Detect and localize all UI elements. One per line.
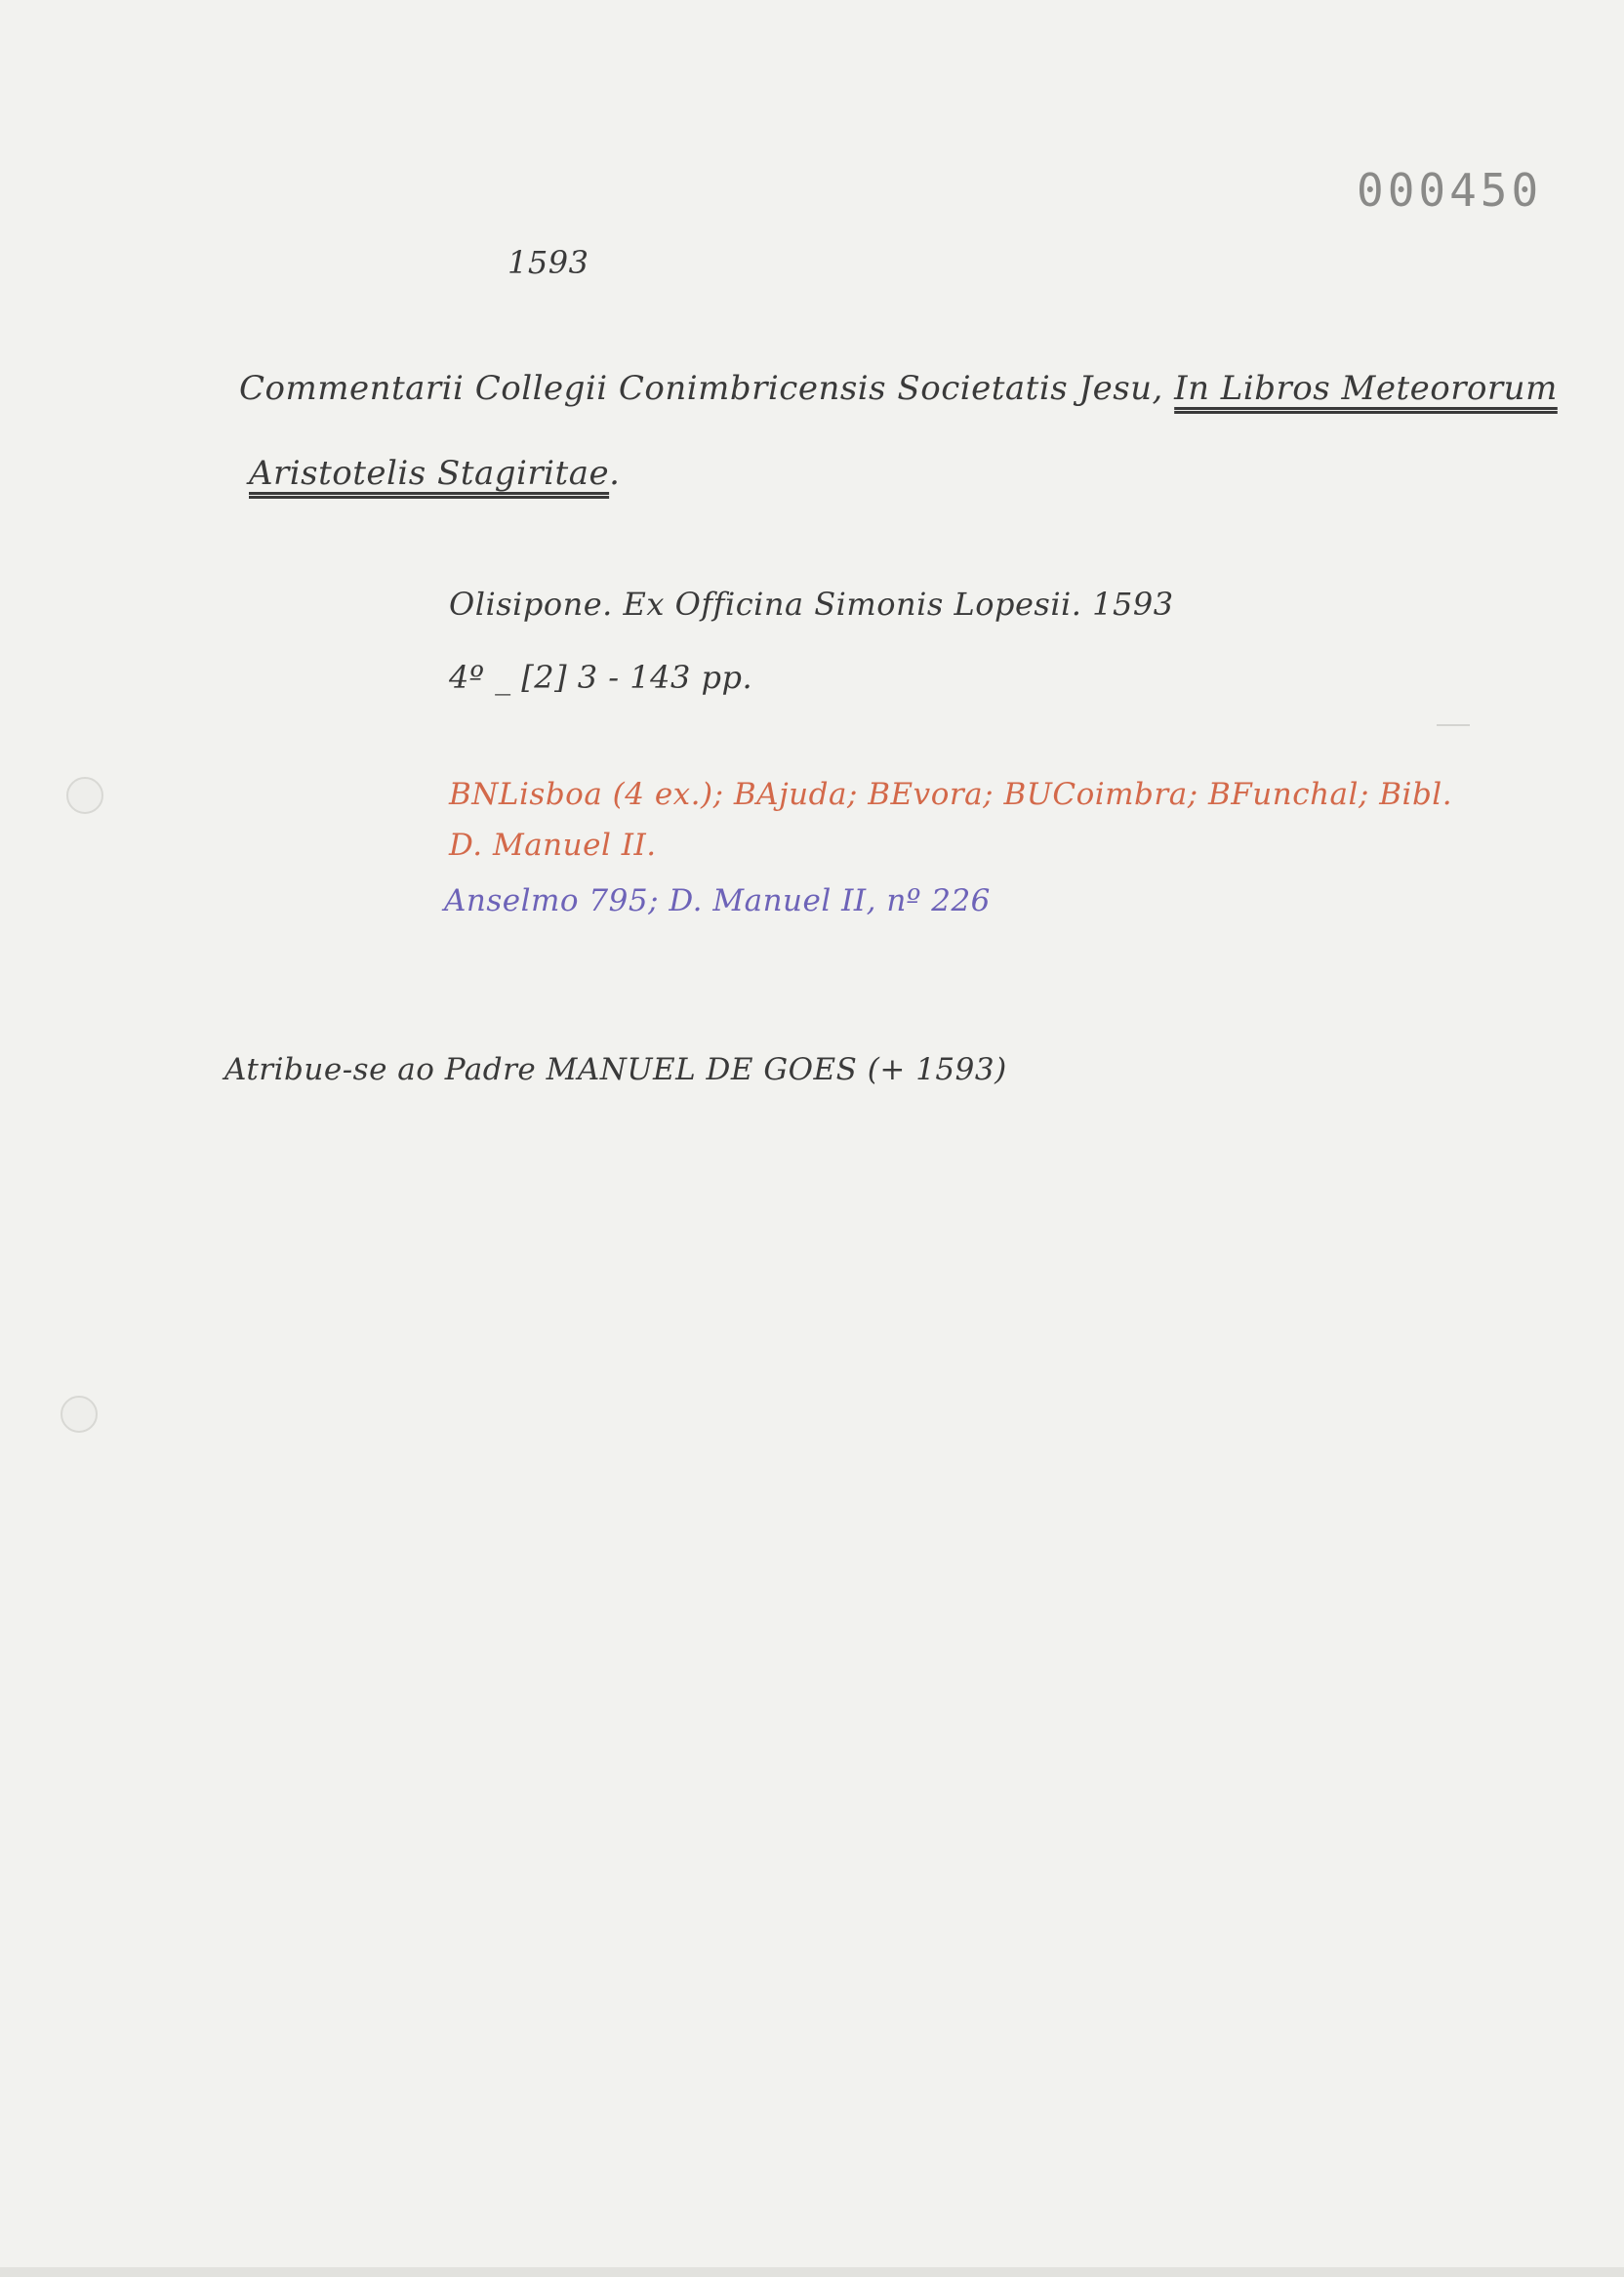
title-line-2	[249, 454, 620, 493]
stamp-number: 000450	[1357, 164, 1543, 217]
punch-hole	[61, 1396, 98, 1433]
title-line-1	[239, 369, 1558, 408]
title-underlined-part-2: Aristotelis Stagiritae	[249, 454, 610, 493]
imprint: Olisipone. Ex Officina Simonis Lopesii. 1593	[449, 586, 1174, 623]
title-suffix: .	[609, 454, 621, 493]
collation: 4º _ [2] 3 - 143 pp.	[449, 659, 753, 696]
faint-pencil-mark	[1437, 724, 1470, 726]
title-underlined-part-1: In Libros Meteororum	[1174, 369, 1558, 408]
holdings-line-1: BNLisboa (4 ex.); BAjuda; BEvora; BUCoimbra; BFunchal; Bibl.	[449, 777, 1453, 812]
title-prefix: Commentarii Collegii Conimbricensis Societatis Jesu,	[239, 369, 1175, 408]
references: Anselmo 795; D. Manuel II, nº 226	[444, 883, 991, 918]
card-bottom-edge	[0, 2267, 1624, 2277]
year: 1593	[508, 244, 589, 281]
holdings	[449, 769, 1452, 871]
punch-hole	[66, 777, 103, 814]
attribution: Atribue-se ao Padre MANUEL DE GOES (+ 1593)	[224, 1052, 1007, 1087]
holdings-line-2: D. Manuel II.	[449, 828, 657, 863]
